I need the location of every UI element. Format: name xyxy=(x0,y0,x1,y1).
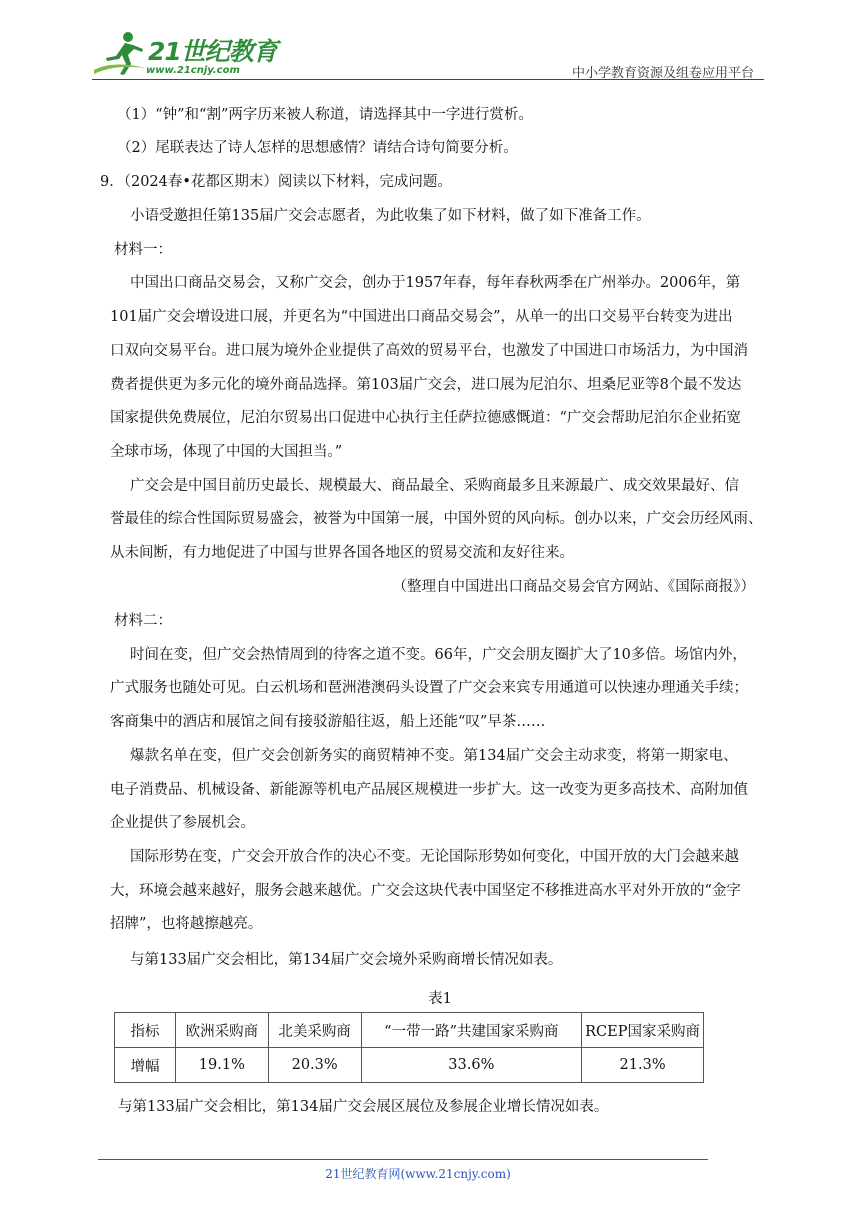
paragraph-line: 电子消费品、机械设备、新能源等机电产品展区规模进一步扩大。这一改变为更多高技术、高附加值 xyxy=(110,782,748,798)
question-number-line: 9．（2024春•花都区期末）阅读以下材料，完成问题。 xyxy=(100,174,452,190)
paragraph-line: 招牌”，也将越擦越亮。 xyxy=(110,916,263,932)
paragraph-line: 大，环境会越来越好，服务会越来越优。广交会这块代表中国坚定不移推进高水平对外开放的“金字 xyxy=(110,883,741,899)
table-header-cell: 指标 xyxy=(115,1013,176,1048)
paragraph-line: 费者提供更为多元化的境外商品选择。第103届广交会，进口展为尼泊尔、坦桑尼亚等8个最不发达 xyxy=(110,377,742,393)
paragraph-line: 口双向交易平台。进口展为境外企业提供了高效的贸易平台，也激发了中国进口市场活力，为中国消 xyxy=(110,343,748,359)
paragraph-line: 全球市场，体现了中国的大国担当。” xyxy=(110,444,343,460)
footer-divider xyxy=(98,1159,708,1160)
paragraph-line: 誉最佳的综合性国际贸易盛会，被誉为中国第一展，中国外贸的风向标。创办以来，广交会历经风雨、 xyxy=(110,511,763,527)
paragraph-line: 与第133届广交会相比，第134届广交会展区展位及参展企业增长情况如表。 xyxy=(118,1099,609,1115)
platform-name: 中小学教育资源及组卷应用平台 xyxy=(571,66,754,81)
material-heading: 材料一： xyxy=(114,242,172,258)
table-header-cell: 欧洲采购商 xyxy=(175,1013,268,1048)
table-cell: 19.1% xyxy=(175,1048,268,1083)
question-line: （1）“钟”和“割”两字历来被人称道，请选择其中一字进行赏析。 xyxy=(117,107,533,123)
footer-link[interactable]: 21世纪教育网(www.21cnjy.com) xyxy=(325,1167,511,1181)
growth-table xyxy=(114,1012,704,1083)
table-header-cell: RCEP国家采购商 xyxy=(582,1013,704,1048)
paragraph-line: 从未间断，有力地促进了中国与世界各国各地区的贸易交流和友好往来。 xyxy=(110,545,574,561)
paragraph-line: 与第133届广交会相比，第134届广交会境外采购商增长情况如表。 xyxy=(130,952,563,968)
paragraph-line: 爆款名单在变，但广交会创新务实的商贸精神不变。第134届广交会主动求变，将第一期家电、 xyxy=(130,748,738,764)
question-line: （2）尾联表达了诗人怎样的思想感情？请结合诗句简要分析。 xyxy=(117,140,518,156)
table-row xyxy=(115,1048,704,1083)
paragraph-line: 客商集中的酒店和展馆之间有接驳游船往返，船上还能“叹”早茶…… xyxy=(110,714,546,730)
paragraph-line: 101届广交会增设进口展，并更名为“中国进出口商品交易会”，从单一的出口交易平台转变为进出 xyxy=(110,309,733,325)
logo-url: www.21cnjy.com xyxy=(146,65,240,76)
table-caption: 表1 xyxy=(428,991,452,1007)
table-header-row xyxy=(115,1013,704,1048)
table-header-cell: “一带一路”共建国家采购商 xyxy=(361,1013,582,1048)
logo-name: 21世纪教育 xyxy=(148,37,277,66)
source-note: （整理自中国进出口商品交易会官方网站、《国际商报》） xyxy=(392,579,755,595)
paragraph-line: 国际形势在变，广交会开放合作的决心不变。无论国际形势如何变化，中国开放的大门会越来越 xyxy=(130,849,739,865)
paragraph-line: 企业提供了参展机会。 xyxy=(110,815,255,831)
site-logo xyxy=(92,30,277,82)
table-cell: 20.3% xyxy=(268,1048,361,1083)
table-cell: 21.3% xyxy=(582,1048,704,1083)
runner-icon xyxy=(92,30,148,78)
paragraph-line: 中国出口商品交易会，又称广交会，创办于1957年春，每年春秋两季在广州举办。2006年，第 xyxy=(130,275,741,291)
material-heading: 材料二： xyxy=(114,613,172,629)
header-divider xyxy=(92,79,764,80)
paragraph-line: 广式服务也随处可见。白云机场和琶洲港澳码头设置了广交会来宾专用通道可以快速办理通关手续； xyxy=(110,680,748,696)
paragraph-line: 时间在变，但广交会热情周到的待客之道不变。66年，广交会朋友圈扩大了10多倍。场馆内外， xyxy=(130,647,747,663)
table-cell: 33.6% xyxy=(361,1048,582,1083)
table-header-cell: 北美采购商 xyxy=(268,1013,361,1048)
paragraph-line: 小语受邀担任第135届广交会志愿者，为此收集了如下材料，做了如下准备工作。 xyxy=(130,208,651,224)
table-cell: 增幅 xyxy=(115,1048,176,1083)
paragraph-line: 国家提供免费展位，尼泊尔贸易出口促进中心执行主任萨拉德感慨道：“广交会帮助尼泊尔企业拓宽 xyxy=(110,410,741,426)
paragraph-line: 广交会是中国目前历史最长、规模最大、商品最全、采购商最多且来源最广、成交效果最好、信 xyxy=(130,478,739,494)
